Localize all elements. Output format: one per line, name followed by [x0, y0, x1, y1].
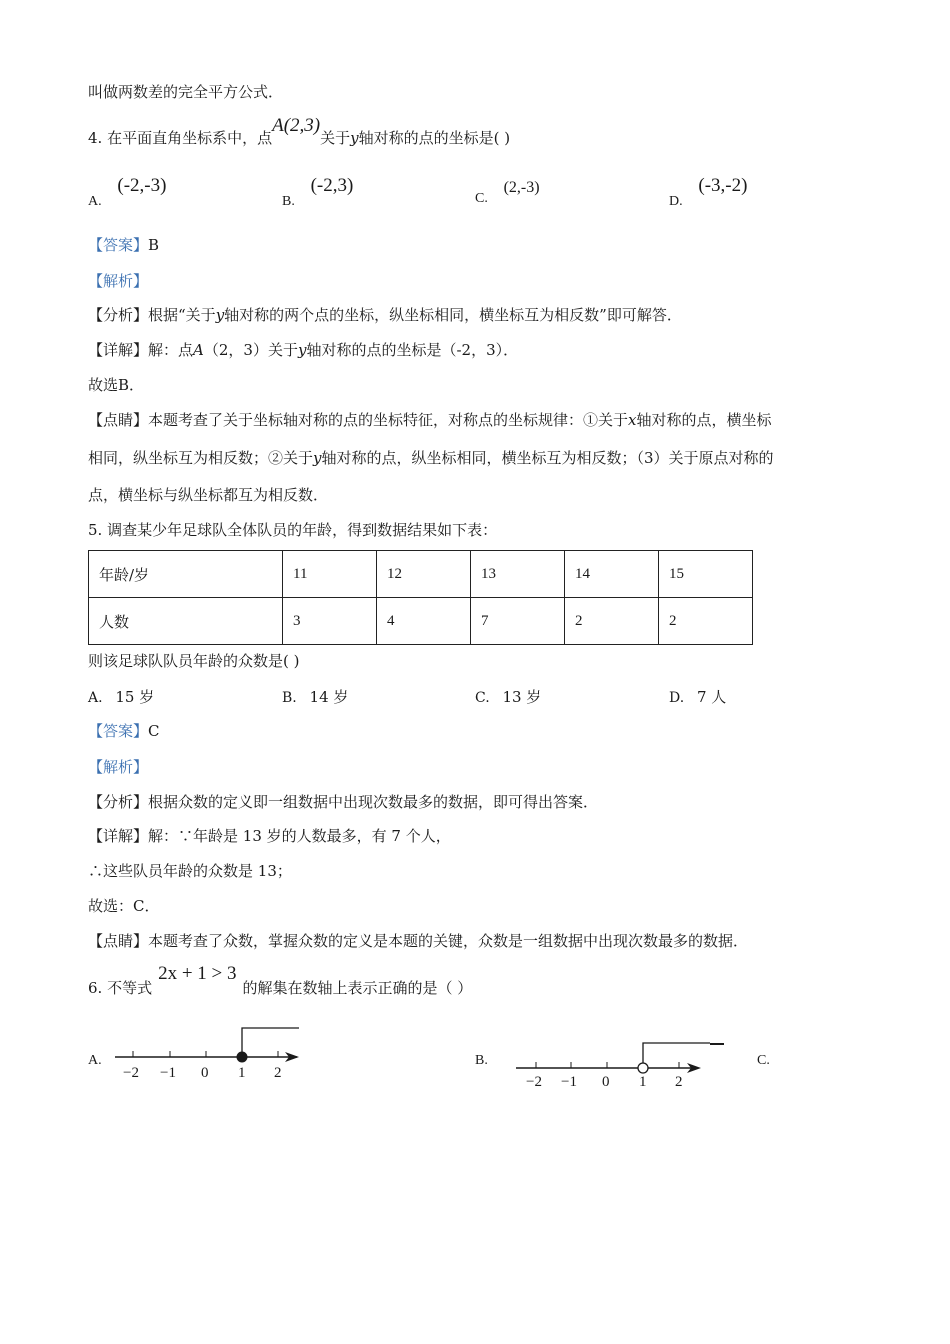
- answer-value: B: [148, 236, 160, 254]
- tick-label: −1: [160, 1065, 176, 1081]
- q4-option-c[interactable]: [475, 179, 540, 206]
- option-value: 13 岁: [502, 688, 542, 706]
- solution-bracket: [242, 1028, 299, 1052]
- q4-option-d[interactable]: [669, 175, 748, 209]
- detail-var: y: [297, 341, 307, 359]
- table-cell: 2: [659, 598, 753, 645]
- q6-option-b-label[interactable]: B.: [475, 1053, 488, 1068]
- q5-remark: [88, 931, 748, 951]
- remark-text: 本题考查了关于坐标轴对称的点的坐标特征，对称点的坐标规律：①关于: [148, 411, 629, 429]
- analysis-text: 根据众数的定义即一组数据中出现次数最多的数据，即可得出答案．: [148, 793, 599, 811]
- tick-label: 2: [675, 1074, 683, 1090]
- q6-stem-a: 6. 不等式: [88, 979, 153, 997]
- q6-option-c-label[interactable]: C.: [757, 1053, 770, 1068]
- closed-point: [237, 1052, 247, 1062]
- option-label: D.: [669, 690, 685, 706]
- q6-option-a-numberline[interactable]: [105, 1020, 310, 1082]
- q4-var: y: [350, 129, 359, 147]
- detail-tag: 【详解】: [88, 827, 149, 845]
- table-cell: 3: [283, 598, 377, 645]
- q4-point: A(2,3): [272, 115, 321, 136]
- table-cell: 13: [471, 551, 565, 598]
- q4-stem-b: 关于: [320, 129, 351, 147]
- table-row: [89, 551, 753, 598]
- table-cell: 11: [283, 551, 377, 598]
- option-value: (-3,-2): [698, 175, 748, 196]
- option-label: B.: [282, 690, 297, 706]
- remark-text: 轴对称的点，横坐标: [636, 411, 772, 429]
- tick-label: 1: [639, 1074, 647, 1090]
- option-value: 15 岁: [115, 688, 155, 706]
- answer-tag: 【答案】: [88, 722, 149, 740]
- detail-tag: 【详解】: [88, 341, 149, 359]
- option-label: C.: [475, 191, 488, 206]
- q4-stem: [88, 115, 511, 148]
- option-label: C.: [475, 690, 490, 706]
- option-value: (2,-3): [503, 179, 540, 196]
- option-label: A.: [88, 194, 102, 209]
- remark-text: 轴对称的点，纵坐标相同，横坐标互为相反数；（3）关于原点对称的: [321, 449, 774, 467]
- q4-stem-a: 4. 在平面直角坐标系中，点: [88, 129, 273, 147]
- q4-detail: [88, 340, 518, 360]
- table-cell: 人数: [89, 598, 283, 645]
- q4-option-b[interactable]: [282, 175, 354, 209]
- q5-option-d[interactable]: [669, 687, 726, 708]
- tick-label: 0: [602, 1074, 610, 1090]
- detail-text: 解：点: [148, 341, 194, 359]
- q6-option-b-numberline[interactable]: [510, 1036, 710, 1090]
- q6-stem: [88, 963, 473, 998]
- solution-bracket: [643, 1043, 710, 1063]
- q5-option-a[interactable]: [88, 687, 154, 708]
- option-label: B.: [282, 194, 295, 209]
- option-value: 14 岁: [309, 688, 349, 706]
- continuation-line: 叫做两数差的完全平方公式．: [88, 83, 284, 101]
- age-table: [88, 550, 753, 645]
- table-cell: 2: [565, 598, 659, 645]
- q5-stem: 5. 调查某少年足球队全体队员的年龄，得到数据结果如下表：: [88, 521, 498, 539]
- q4-analysis: [88, 305, 682, 325]
- remark-text: 本题考查了众数，掌握众数的定义是本题的关键，众数是一组数据中出现次数最多的数据．: [148, 932, 749, 950]
- q5-therefore: ∴这些队员年龄的众数是 13；: [88, 862, 292, 880]
- answer-tag: 【答案】: [88, 236, 149, 254]
- table-cell: 12: [377, 551, 471, 598]
- detail-text: （2，3）关于: [203, 341, 298, 359]
- analysis-tag: 【分析】: [88, 793, 149, 811]
- option-label: A.: [88, 690, 103, 706]
- q4-jiexi-tag: 【解析】: [88, 272, 149, 290]
- tick-label: 0: [201, 1065, 209, 1081]
- option-value: (-2,3): [310, 175, 354, 196]
- analysis-text: 轴对称的两个点的坐标，纵坐标相同，横坐标互为相反数”即可解答．: [224, 306, 682, 324]
- detail-point: A: [193, 341, 204, 359]
- q5-jiexi-tag: 【解析】: [88, 758, 149, 776]
- q5-analysis: [88, 792, 598, 812]
- table-cell: 14: [565, 551, 659, 598]
- tick-label: −2: [526, 1074, 542, 1090]
- answer-value: C: [148, 722, 160, 740]
- option-value: 7 人: [696, 688, 727, 706]
- remark-text: 相同，纵坐标互为相反数；②关于: [88, 449, 314, 467]
- remark-var: y: [313, 449, 322, 467]
- bracket-tail: [710, 1043, 724, 1045]
- tick-label: 2: [274, 1065, 282, 1081]
- q5-option-b[interactable]: [282, 687, 348, 708]
- q5-question: 则该足球队队员年龄的众数是( ): [88, 652, 300, 670]
- table-cell: 7: [471, 598, 565, 645]
- q4-option-a[interactable]: [88, 175, 167, 209]
- remark-tag: 【点睛】: [88, 932, 149, 950]
- tick-label: 1: [238, 1065, 246, 1081]
- detail-text: 解：∵年龄是 13 岁的人数最多，有 7 个人，: [148, 827, 451, 845]
- q5-detail: [88, 826, 451, 846]
- table-cell: 4: [377, 598, 471, 645]
- q4-remark-line1: [88, 410, 772, 430]
- q6-inequality: 2x + 1 > 3: [158, 963, 237, 984]
- remark-tag: 【点睛】: [88, 411, 149, 429]
- detail-text: 轴对称的点的坐标是（-2，3）．: [306, 341, 519, 359]
- analysis-tag: 【分析】: [88, 306, 149, 324]
- option-value: (-2,-3): [117, 175, 167, 196]
- tick-label: −2: [123, 1065, 139, 1081]
- table-cell: 15: [659, 551, 753, 598]
- q6-option-a-label[interactable]: A.: [88, 1053, 102, 1068]
- analysis-var: y: [215, 306, 225, 324]
- open-point: [638, 1063, 648, 1073]
- table-row: [89, 598, 753, 645]
- table-cell: 年龄/岁: [89, 551, 283, 598]
- tick-label: −1: [561, 1074, 577, 1090]
- q4-stem-c: 轴对称的点的坐标是( ): [358, 129, 511, 147]
- q4-answer: [88, 235, 159, 255]
- remark-var: x: [628, 411, 637, 429]
- q4-remark-line3: 点，横坐标与纵坐标都互为相反数．: [88, 486, 329, 504]
- q5-choose: 故选：C．: [88, 897, 160, 915]
- q4-remark-line2: [88, 448, 774, 468]
- q5-answer: [88, 721, 160, 741]
- q5-option-c[interactable]: [475, 687, 541, 708]
- q4-choose: 故选B．: [88, 376, 145, 394]
- option-label: D.: [669, 194, 683, 209]
- q6-stem-b: 的解集在数轴上表示正确的是（ ）: [242, 979, 473, 997]
- analysis-text: 根据“关于: [148, 306, 216, 324]
